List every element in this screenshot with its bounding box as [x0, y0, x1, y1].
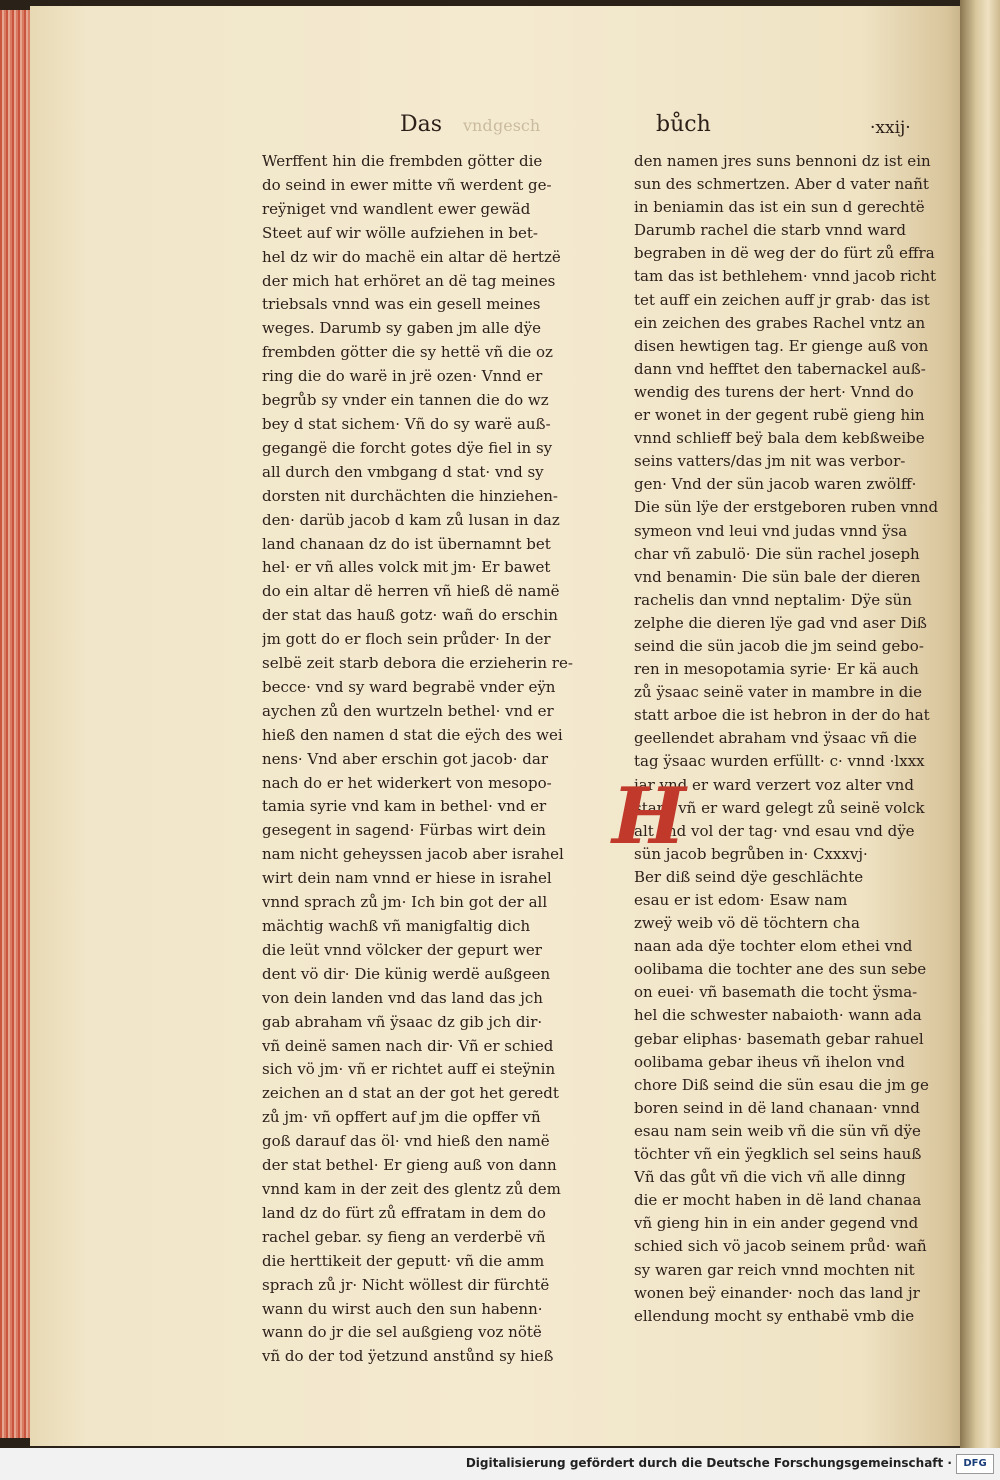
right-column-line: oolibama die tochter ane des sun sebe [634, 960, 927, 979]
right-column-line: in beniamin das ist ein sun d gerechtë [634, 198, 925, 217]
right-column-line: on euei· vñ basemath die tocht ÿsma- [634, 983, 918, 1002]
right-column-line: Die sün lÿe der erstgeboren ruben vnnd [634, 498, 939, 517]
left-column-line: reÿniget vnd wandlent ewer gewäd [262, 199, 531, 218]
folio-number: ·xxij· [870, 118, 911, 138]
left-column-line: gesegent in sagend· Fürbas wirt dein [262, 821, 546, 840]
left-column-line: begrůb sy vnder ein tannen die do wz [262, 391, 549, 410]
right-column-line: vnd benamin· Die sün bale der dieren [634, 567, 921, 586]
left-column-line: nach do er het widerkert von mesopo- [262, 773, 552, 792]
left-column-line: hieß den namen d stat die eÿch des wei [262, 725, 563, 744]
right-column-line: rachelis dan vnnd neptalim· Dÿe sün [634, 590, 912, 609]
left-column-line: bey d stat sichem· Vñ do sy warë auß- [262, 414, 551, 433]
right-column-line: esau nam sein weib vñ die sün vñ dÿe [634, 1121, 921, 1140]
left-column-line: der stat bethel· Er gieng auß von dann [262, 1156, 557, 1175]
right-column-line: schied sich vö jacob seinem průd· wañ [634, 1237, 927, 1256]
running-head-left: Das [400, 112, 443, 137]
facing-page-bleed [975, 150, 997, 1250]
left-column-line: hel· er vñ alles volck mit jm· Er bawet [262, 558, 551, 577]
left-column-line: dorsten nit durchächten die hinziehen- [262, 486, 558, 505]
left-column-line: nens· Vnd aber erschin got jacob· dar [262, 749, 548, 768]
left-column-line: zů jm· vñ opffert auf jm die opffer vñ [262, 1108, 541, 1127]
left-column-line: vñ do der tod ÿetzund anstůnd sy hieß [262, 1347, 554, 1366]
footer-bar [0, 1448, 1000, 1480]
right-column-line: Ber diß seind dÿe geschlächte [634, 867, 864, 886]
left-column-line: frembden götter die sy hettë vñ die oz [262, 343, 553, 362]
left-column-line: rachel gebar. sy fieng an verderbë vñ [262, 1227, 546, 1246]
left-column-line: vnnd kam in der zeit des glentz zů dem [262, 1179, 561, 1198]
left-column-line: mächtig wachß vñ manigfaltig dich [262, 917, 531, 935]
right-column-line: töchter vñ ein ÿegklich sel seins hauß [634, 1145, 922, 1164]
right-column-line: esau er ist edom· Esaw nam [634, 891, 848, 909]
left-column-line: die leüt vnnd völcker der gepurt wer [262, 940, 542, 959]
left-column-line: all durch den vmbgang d stat· vnd sy [262, 462, 544, 481]
left-column-line: Steet auf wir wölle aufziehen in bet- [262, 223, 538, 242]
left-column-line: hel dz wir do machë ein altar dë hertzë [262, 247, 561, 266]
right-column-line: den namen jres suns bennoni dz ist ein [634, 152, 931, 170]
right-column-line: tam das ist bethlehem· vnnd jacob richt [634, 267, 937, 286]
right-column-line: wonen beÿ einander· noch das land jr [634, 1283, 920, 1302]
left-column-line: der mich hat erhöret an dë tag meines [262, 271, 556, 290]
right-column-line: Darumb rachel die starb vnnd ward [634, 221, 906, 240]
right-column-line: alt vnd vol der tag· vnd esau vnd dÿe [634, 821, 915, 840]
right-column-line: er wonet in der gegent rubë gieng hin [634, 406, 925, 425]
right-column-line: seins vatters/das jm nit was verbor- [634, 452, 906, 471]
right-column-line: zweÿ weib vö dë töchtern cha [634, 914, 860, 933]
text-column-left [262, 150, 580, 1369]
left-column-line: jm gott do er floch sein průder· In der [262, 630, 551, 649]
left-column-line: triebsals vnnd was ein gesell meines [262, 295, 541, 314]
left-column-line: die herttikeit der geputt· vñ die amm [262, 1251, 545, 1270]
left-column-line: nam nicht geheyssen jacob aber israhel [262, 845, 564, 864]
right-column-line: vñ gieng hin in ein ander gegend vnd [634, 1214, 919, 1233]
show-through-text-1: vnd [463, 116, 493, 135]
right-column-line: dann vnd hefftet den tabernackel auß- [634, 359, 926, 378]
right-column-line: geellendet abraham vnd ÿsaac vñ die [634, 729, 917, 748]
right-column-line: disen hewtigen tag. Er gienge auß von [634, 336, 929, 355]
right-column-line: ellendung mocht sy enthabë vmb die [634, 1306, 915, 1325]
left-column-line: sich vö jm· vñ er richtet auff ei steÿnin [262, 1060, 556, 1079]
right-column-line: ein zeichen des grabes Rachel vntz an [634, 313, 926, 332]
left-column-line: zeichen an d stat an der got het geredt [262, 1084, 559, 1103]
right-column-line: seind die sün jacob die jm seind gebo- [634, 636, 924, 655]
text-column-right [634, 150, 946, 1328]
left-column-line: den· darüb jacob d kam zů lusan in daz [262, 510, 560, 529]
show-through-text-2: gesch [493, 116, 541, 135]
right-column-line: tag ÿsaac wurden erfüllt· c· vnnd ·lxxx [634, 752, 925, 771]
red-page-edge [0, 10, 30, 1438]
left-column-line: wann do jr die sel außgieng voz nötë [262, 1323, 542, 1342]
right-column-line: char vñ zabulö· Die sün rachel joseph [634, 544, 920, 563]
left-column-line: wirt dein nam vnnd er hiese in israhel [262, 869, 552, 888]
right-column-line: boren seind in dë land chanaan· vnnd [634, 1098, 920, 1117]
left-column-line: do seind in ewer mitte vñ werdent ge- [262, 175, 552, 194]
left-column-line: Werffent hin die frembden götter die [262, 152, 543, 170]
left-column-line: goß darauf das öl· vnd hieß den namë [262, 1132, 550, 1151]
left-column-line: wann du wirst auch den sun habenn· [262, 1299, 543, 1318]
left-column-line: becce· vnd sy ward begrabë vnder eÿn [262, 677, 556, 696]
right-column-line: hel die schwester nabaioth· wann ada [634, 1006, 922, 1025]
left-column-line: selbë zeit starb debora die erzieherin re- [262, 654, 573, 673]
left-column-line: tamia syrie vnd kam in bethel· vnd er [262, 797, 547, 816]
left-column-line: vñ deinë samen nach dir· Vñ er schied [262, 1036, 554, 1055]
right-column-line: gen· Vnd der sün jacob waren zwölff· [634, 475, 917, 494]
left-column-line: von dein landen vnd das land das jch [262, 988, 543, 1007]
right-column-line: symeon vnd leui vnd judas vnnd ÿsa [634, 521, 908, 540]
left-column-line: aychen zů den wurtzeln bethel· vnd er [262, 701, 554, 720]
right-column-line: vnnd schlieff beÿ bala dem kebßweibe [634, 429, 925, 448]
left-column-line: gegangë die forcht gotes dÿe fiel in sy [262, 438, 553, 457]
left-column-line: ring die do warë in jrë ozen· Vnnd er [262, 367, 543, 386]
left-column-line: weges. Darumb sy gaben jm alle dÿe [262, 319, 541, 338]
rubricated-initial: H [612, 771, 686, 862]
right-column-line: chore Diß seind die sün esau die jm ge [634, 1075, 929, 1094]
right-column-line: tet auff ein zeichen auff jr grab· das ist [634, 290, 930, 309]
right-column-line: sün jacob begrůben in· Cxxxvj· [634, 844, 868, 863]
right-column-line: ren in mesopotamia syrie· Er kä auch [634, 660, 919, 679]
left-column-line: do ein altar dë herren vñ hieß dë namë [262, 582, 560, 601]
running-head-right: bůch [656, 112, 711, 137]
dfg-logo: DFG [956, 1454, 994, 1474]
right-column-line: wendig des turens der hert· Vnnd do [634, 382, 914, 401]
right-column-line: sy waren gar reich vnnd mochten nit [634, 1260, 915, 1279]
left-column-line: der stat das hauß gotz· wañ do erschin [262, 606, 558, 625]
left-column-line: land dz do fürt zů effratam in dem do [262, 1203, 546, 1222]
right-column-line: begraben in dë weg der do fürt zů effra [634, 244, 935, 263]
right-column-line: sun des schmertzen. Aber d vater nañt [634, 175, 929, 194]
right-column-line: gebar eliphas· basemath gebar rahuel [634, 1029, 924, 1048]
right-column-line: Vñ das gůt vñ die vich vñ alle dinng [634, 1168, 906, 1187]
right-column-line: starb vñ er ward gelegt zů seinë volck [634, 798, 925, 817]
left-column-line: dent vö dir· Die künig werdë außgeen [262, 964, 551, 983]
left-column-line: land chanaan dz do ist übernamnt bet [262, 534, 551, 553]
right-column-line: zů ÿsaac seinë vater in mambre in die [634, 683, 923, 702]
right-column-line: naan ada dÿe tochter elom ethei vnd [634, 937, 913, 956]
left-column-line: sprach zů jr· Nicht wöllest dir fürchtë [262, 1275, 550, 1294]
funding-credit: Digitalisierung gefördert durch die Deutsche Forschungsgemeinschaft · [465, 1456, 952, 1470]
right-column-line: die er mocht haben in dë land chanaa [634, 1191, 922, 1210]
right-column-line: statt arboe die ist hebron in der do hat [634, 706, 930, 725]
left-column-line: vnnd sprach zů jm· Ich bin got der all [262, 893, 548, 912]
right-column-line: zelphe die dieren lÿe gad vnd aser Diß [634, 613, 927, 632]
right-column-line: oolibama gebar iheus vñ ihelon vnd [634, 1052, 905, 1071]
right-column-line: jar vnd er ward verzert voz alter vnd [634, 775, 914, 794]
left-column-line: gab abraham vñ ÿsaac dz gib jch dir· [262, 1012, 543, 1031]
